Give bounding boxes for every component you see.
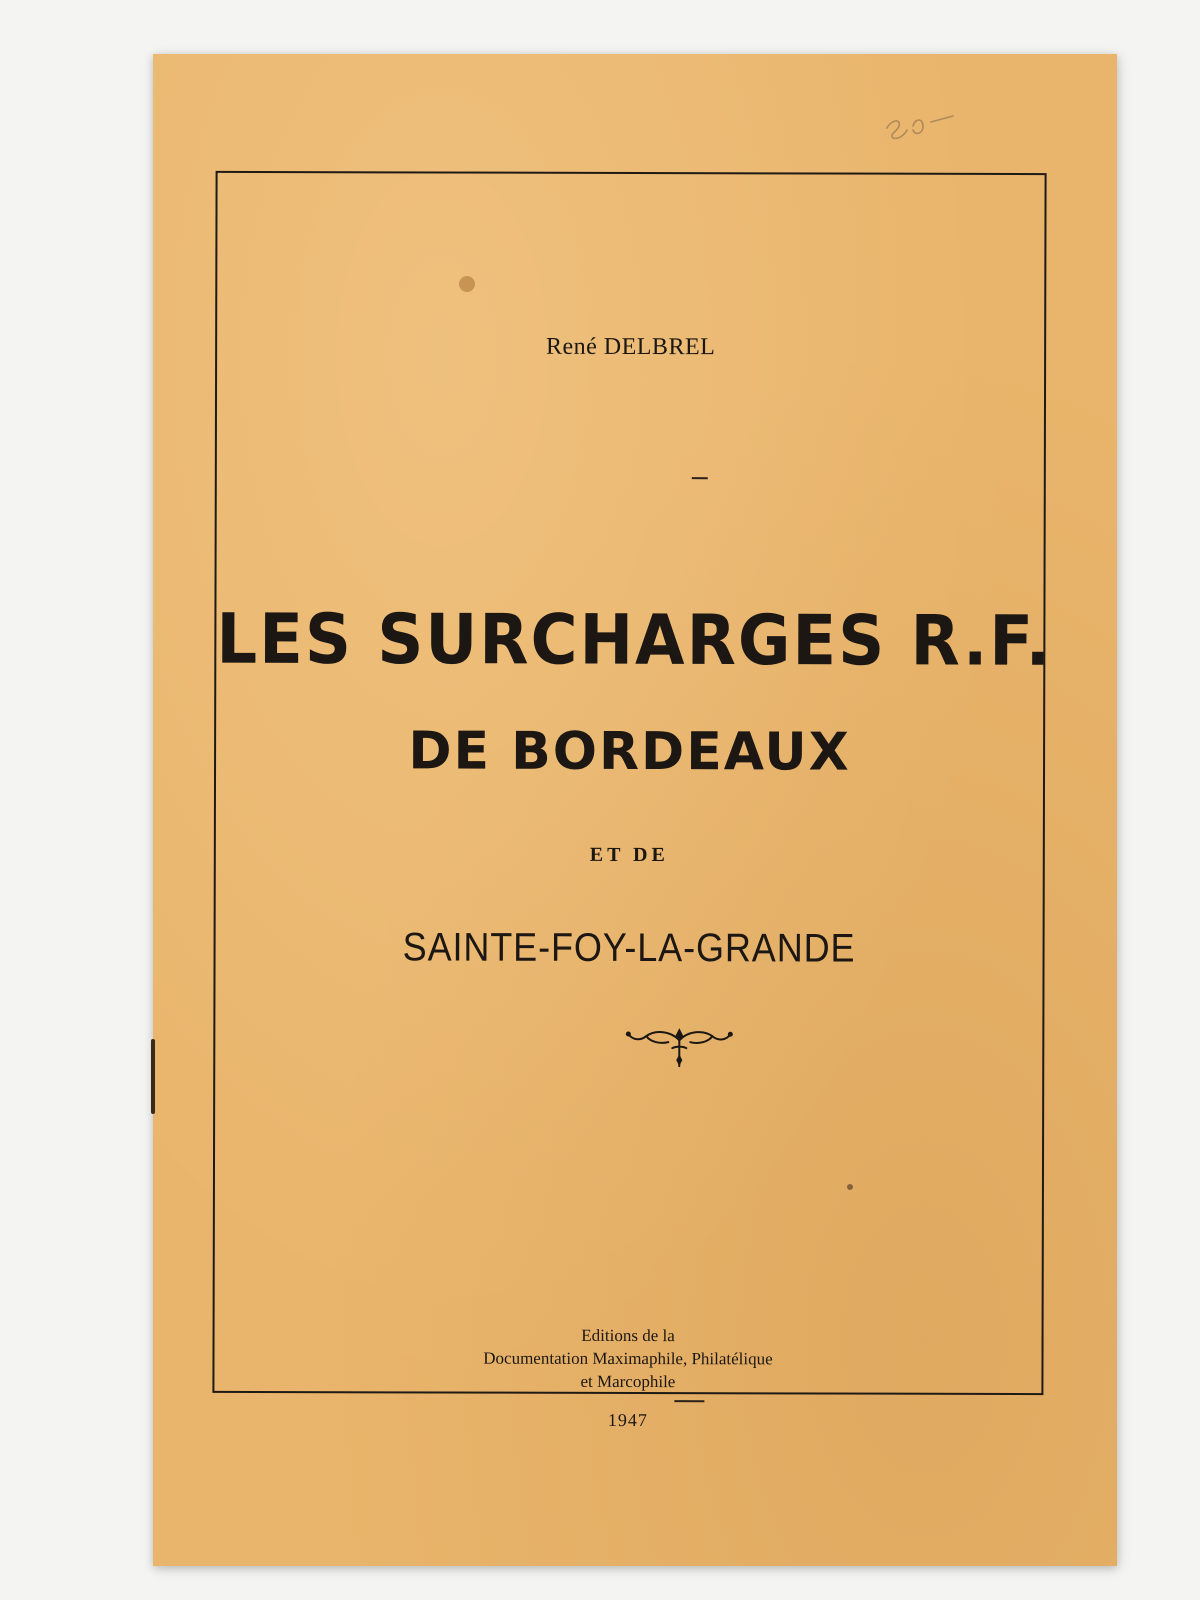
staple	[151, 1039, 155, 1114]
cover-frame	[212, 171, 1053, 1431]
title-line-2: DE BORDEAUX	[408, 721, 851, 783]
title-conjunction: ET DE	[589, 843, 669, 867]
publication-year: 1947	[607, 1409, 648, 1431]
subtitle: SAINTE-FOY-LA-GRANDE	[402, 925, 856, 971]
title-line-1: LES SURCHARGES R.F.	[216, 599, 1053, 683]
publisher-line-1: Editions de la	[581, 1325, 675, 1346]
booklet-cover	[153, 54, 1117, 1566]
publisher-line-2: Documentation Maximaphile, Philatélique	[483, 1348, 773, 1369]
publisher-line-3: et Marcophile	[580, 1371, 676, 1392]
author: René DELBREL	[545, 333, 716, 361]
year-rule	[674, 1400, 704, 1402]
fleuron-ornament-icon	[624, 1022, 734, 1072]
pencil-price-mark	[881, 96, 961, 146]
publisher	[214, 1323, 1041, 1394]
separator-dash	[692, 477, 708, 479]
